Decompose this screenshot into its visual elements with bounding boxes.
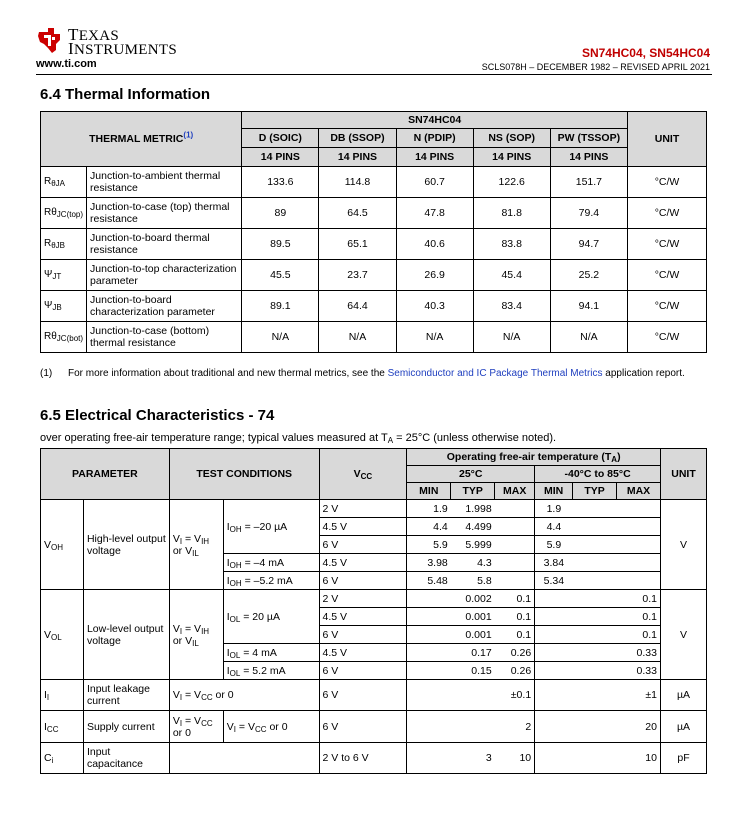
thermal-section-title: 6.4 Thermal Information	[40, 86, 211, 103]
min-range-value: 5.9	[535, 536, 573, 554]
pins-header: 14 PINS	[550, 148, 627, 167]
metric-value: 40.6	[396, 229, 473, 260]
metric-value: 151.7	[550, 167, 627, 198]
voh-description: High-level output voltage	[83, 500, 169, 590]
max-25-value: 0.26	[495, 644, 535, 662]
site-url[interactable]: www.ti.com	[36, 58, 97, 70]
metric-value: 47.8	[396, 198, 473, 229]
thermal-row	[41, 229, 707, 260]
metric-value: 79.4	[550, 198, 627, 229]
vcc-value: 4.5 V	[319, 554, 407, 572]
max-range-value	[617, 572, 661, 590]
typ-25-value: 0.001	[451, 608, 495, 626]
typ-25-value: 0.001	[451, 626, 495, 644]
device-header: SN74HC04	[242, 112, 628, 129]
metric-value: N/A	[473, 322, 550, 353]
min-header: MIN	[407, 483, 451, 500]
min-header: MIN	[535, 483, 573, 500]
max-range-value: 10	[617, 743, 661, 774]
icc-description: Supply current	[83, 711, 169, 743]
max-range-value	[617, 518, 661, 536]
metric-value: 65.1	[319, 229, 396, 260]
brand-line1: TEXAS	[68, 25, 120, 44]
brand-line2: INSTRUMENTS	[68, 39, 177, 58]
ii-symbol: $I_I$	[41, 680, 84, 711]
typ-25-value: 4.499	[451, 518, 495, 536]
typ-25-value: 0.002	[451, 590, 495, 608]
metric-symbol: $R_{\theta JA}$	[41, 167, 87, 198]
metric-value: N/A	[550, 322, 627, 353]
max-range-value: 0.1	[617, 626, 661, 644]
icc-unit: µA	[660, 711, 706, 743]
min-range-value	[535, 590, 573, 608]
header-rule	[36, 74, 712, 75]
typ-range-value	[573, 572, 617, 590]
vol-unit: V	[660, 590, 706, 680]
min-25-value: 4.4	[407, 518, 451, 536]
typ-range-value	[573, 590, 617, 608]
max-25-value: 0.26	[495, 662, 535, 680]
metric-value: 94.7	[550, 229, 627, 260]
vol-input-condition: $V_I = V_{IH}$ or $V_{IL}$	[169, 590, 223, 680]
metric-unit: °C/W	[628, 198, 707, 229]
min-25-value	[407, 608, 451, 626]
max-range-value: 0.33	[617, 662, 661, 680]
min-25-value	[407, 590, 451, 608]
min-range-value	[535, 626, 573, 644]
vcc-value: 6 V	[319, 662, 407, 680]
ci-unit: pF	[660, 743, 706, 774]
metric-value: 23.7	[319, 260, 396, 291]
icc-row	[41, 711, 707, 743]
typ-header: TYP	[451, 483, 495, 500]
metric-unit: °C/W	[628, 229, 707, 260]
vcc-value: 2 V	[319, 500, 407, 518]
typ-range-value	[573, 608, 617, 626]
typ-25-value: 0.17	[451, 644, 495, 662]
vol-load-condition: $I_{OL} = 20$ µA	[223, 590, 319, 644]
thermal-footnote: (1) For more information about traditional and new thermal metrics, see the Semiconductor and IC Package Thermal Metrics application report.	[40, 368, 685, 379]
typ-25-value: 5.8	[451, 572, 495, 590]
min-25-value: 5.9	[407, 536, 451, 554]
min-range-value: 5.34	[535, 572, 573, 590]
max-25-value: 0.1	[495, 626, 535, 644]
ii-row	[41, 680, 707, 711]
metric-symbol: $\Psi_{JB}$	[41, 291, 87, 322]
metric-description: Junction-to-case (top) thermal resistance	[87, 198, 242, 229]
ii-description: Input leakage current	[83, 680, 169, 711]
min-range-value	[535, 608, 573, 626]
min-range-value: 3.84	[535, 554, 573, 572]
typ-range-value	[573, 518, 617, 536]
metric-value: 89.5	[242, 229, 319, 260]
max-range-value: ±1	[617, 680, 661, 711]
ci-symbol: $C_i$	[41, 743, 84, 774]
ci-row	[41, 743, 707, 774]
max-25-value	[495, 554, 535, 572]
electrical-conditions: over operating free-air temperature range; typical values measured at $T_A = 25^\circ C$ (unless otherwise noted).	[40, 432, 557, 445]
parameter-header: PARAMETER	[41, 449, 170, 500]
voh-load-condition: $I_{OH} = -4$ mA	[223, 554, 319, 572]
package-header: D (SOIC)	[242, 129, 319, 148]
metric-value: 89.1	[242, 291, 319, 322]
optemp-header: Operating free-air temperature $(T_A)$	[407, 449, 661, 466]
max-range-value: 20	[617, 711, 661, 743]
metric-value: 83.8	[473, 229, 550, 260]
metric-unit: °C/W	[628, 291, 707, 322]
max-25-value	[495, 572, 535, 590]
metric-value: 45.4	[473, 260, 550, 291]
vol-description: Low-level output voltage	[83, 590, 169, 680]
metric-unit: °C/W	[628, 260, 707, 291]
pins-header: 14 PINS	[396, 148, 473, 167]
min-25-value: 3.98	[407, 554, 451, 572]
vcc-value: 6 V	[319, 626, 407, 644]
metric-value: 133.6	[242, 167, 319, 198]
package-header: PW (TSSOP)	[550, 129, 627, 148]
icc-symbol: $I_{CC}$	[41, 711, 84, 743]
max-25-value: ±0.1	[495, 680, 535, 711]
metric-symbol: $R\theta_{JC(bot)}$	[41, 322, 87, 353]
max-range-value: 0.1	[617, 608, 661, 626]
pins-header: 14 PINS	[242, 148, 319, 167]
max-25-value: 10	[495, 743, 535, 774]
pins-header: 14 PINS	[473, 148, 550, 167]
vcc-value: 2 V to 6 V	[319, 743, 407, 774]
thermal-row	[41, 322, 707, 353]
metric-value: 60.7	[396, 167, 473, 198]
metric-description: Junction-to-case (bottom) thermal resistance	[87, 322, 242, 353]
typ-range-value	[573, 662, 617, 680]
pins-header: 14 PINS	[319, 148, 396, 167]
typ-header: TYP	[573, 483, 617, 500]
electrical-table	[40, 448, 707, 774]
test-conditions-header: TEST CONDITIONS	[169, 449, 319, 500]
vol-symbol: $V_{OL}$	[41, 590, 84, 680]
max-25-value: 0.1	[495, 608, 535, 626]
metric-value: 26.9	[396, 260, 473, 291]
max-header: MAX	[617, 483, 661, 500]
typ-range-value	[573, 500, 617, 518]
ci-description: Input capacitance	[83, 743, 169, 774]
icc-input-condition: $V_I = V_{CC}$ or 0	[169, 711, 223, 743]
typ-25-value: 4.3	[451, 554, 495, 572]
metric-value: 25.2	[550, 260, 627, 291]
voh-symbol: $V_{OH}$	[41, 500, 84, 590]
typ-range-value	[573, 626, 617, 644]
typ-25-value: 1.998	[451, 500, 495, 518]
max-range-value: 0.1	[617, 590, 661, 608]
metric-symbol: $R\theta_{JC(top)}$	[41, 198, 87, 229]
vcc-value: 6 V	[319, 572, 407, 590]
metric-symbol: $R_{\theta JB}$	[41, 229, 87, 260]
max-25-value: 2	[495, 711, 535, 743]
footnote-ref[interactable]: (1)	[183, 130, 194, 140]
unit-header: UNIT	[628, 112, 707, 167]
max-header: MAX	[495, 483, 535, 500]
metric-value: 40.3	[396, 291, 473, 322]
thermal-metric-header: THERMAL METRIC$^{(1)}$	[41, 112, 242, 167]
unit-header: UNIT	[660, 449, 706, 500]
part-numbers[interactable]: SN74HC04, SN54HC04	[581, 46, 710, 60]
icc-load-condition: $V_I = V_{CC}$ or 0	[223, 711, 319, 743]
ii-unit: µA	[660, 680, 706, 711]
vol-load-condition: $I_{OL} = 5.2$ mA	[223, 662, 319, 680]
vcc-value: 4.5 V	[319, 518, 407, 536]
thermal-metrics-link[interactable]: Semiconductor and IC Package Thermal Metrics	[387, 368, 603, 379]
max-range-value	[617, 500, 661, 518]
min-25-value: 1.9	[407, 500, 451, 518]
min-range-value: 4.4	[535, 518, 573, 536]
voh-unit: V	[660, 500, 706, 590]
metric-unit: °C/W	[628, 167, 707, 198]
metric-value: 89	[242, 198, 319, 229]
thermal-row	[41, 167, 707, 198]
vcc-value: 6 V	[319, 536, 407, 554]
metric-value: 94.1	[550, 291, 627, 322]
min-range-value: 1.9	[535, 500, 573, 518]
voh-input-condition: $V_I = V_{IH}$ or $V_{IL}$	[169, 500, 223, 590]
vcc-value: 2 V	[319, 590, 407, 608]
temp-range-header: -40°C to 85°C	[535, 466, 661, 483]
package-header: N (PDIP)	[396, 129, 473, 148]
max-25-value	[495, 518, 535, 536]
metric-description: Junction-to-board characterization parameter	[87, 291, 242, 322]
vcc-value: 4.5 V	[319, 608, 407, 626]
voh-load-condition: $I_{OH} = -20$ µA	[223, 500, 319, 554]
electrical-section-title: 6.5 Electrical Characteristics - 74	[40, 407, 275, 424]
min-25-value	[407, 626, 451, 644]
temp-25-header: 25°C	[407, 466, 535, 483]
metric-value: 83.4	[473, 291, 550, 322]
max-range-value: 0.33	[617, 644, 661, 662]
metric-value: 45.5	[242, 260, 319, 291]
metric-symbol: $\Psi_{JT}$	[41, 260, 87, 291]
metric-value: 64.4	[319, 291, 396, 322]
vcc-header: $V_{CC}$	[319, 449, 407, 500]
vol-load-condition: $I_{OL} = 4$ mA	[223, 644, 319, 662]
thermal-table	[40, 111, 707, 353]
metric-unit: °C/W	[628, 322, 707, 353]
typ-25-value: 3	[451, 743, 495, 774]
metric-value: N/A	[396, 322, 473, 353]
metric-value: 114.8	[319, 167, 396, 198]
vcc-value: 6 V	[319, 711, 407, 743]
ii-condition: $V_I = V_{CC}$ or 0	[169, 680, 319, 711]
thermal-row	[41, 291, 707, 322]
ti-state-icon	[36, 26, 64, 54]
metric-value: 64.5	[319, 198, 396, 229]
max-25-value	[495, 536, 535, 554]
vol-row	[41, 590, 707, 608]
thermal-row	[41, 198, 707, 229]
metric-value: N/A	[319, 322, 396, 353]
min-range-value	[535, 644, 573, 662]
voh-row	[41, 500, 707, 518]
voh-load-condition: $I_{OH} = -5.2$ mA	[223, 572, 319, 590]
typ-range-value	[573, 644, 617, 662]
package-header: NS (SOP)	[473, 129, 550, 148]
vcc-value: 6 V	[319, 680, 407, 711]
typ-25-value: 5.999	[451, 536, 495, 554]
max-25-value: 0.1	[495, 590, 535, 608]
document-id: SCLS078H – DECEMBER 1982 – REVISED APRIL 2021	[481, 62, 710, 72]
min-25-value: 5.48	[407, 572, 451, 590]
min-25-value	[407, 644, 451, 662]
typ-25-value: 0.15	[451, 662, 495, 680]
ti-logo[interactable]	[36, 24, 196, 72]
metric-description: Junction-to-ambient thermal resistance	[87, 167, 242, 198]
typ-range-value	[573, 536, 617, 554]
max-range-value	[617, 554, 661, 572]
metric-value: 81.8	[473, 198, 550, 229]
metric-value: N/A	[242, 322, 319, 353]
package-header: DB (SSOP)	[319, 129, 396, 148]
metric-description: Junction-to-board thermal resistance	[87, 229, 242, 260]
max-25-value	[495, 500, 535, 518]
typ-range-value	[573, 554, 617, 572]
thermal-row	[41, 260, 707, 291]
min-25-value	[407, 662, 451, 680]
max-range-value	[617, 536, 661, 554]
min-range-value	[535, 662, 573, 680]
vcc-value: 4.5 V	[319, 644, 407, 662]
metric-description: Junction-to-top characterization parameter	[87, 260, 242, 291]
metric-value: 122.6	[473, 167, 550, 198]
